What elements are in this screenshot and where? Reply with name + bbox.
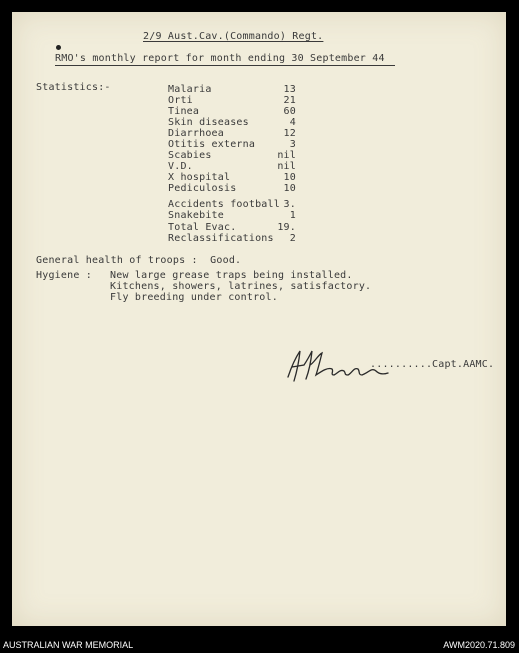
- signatory-rank: Capt.AAMC.: [432, 359, 495, 370]
- stat-value-diarrhoea: 12: [283, 128, 296, 139]
- stat-value-pediculosis: 10: [283, 183, 296, 194]
- stat-name-x-hospital: X hospital: [168, 172, 231, 183]
- stat-name-reclassifications: Reclassifications: [168, 233, 274, 244]
- stat-name-accidents-football: Accidents football: [168, 199, 280, 210]
- stat-name-skin-diseases: Skin diseases: [168, 117, 249, 128]
- report-title: RMO's monthly report for month ending 30 September 44: [55, 53, 385, 64]
- hygiene-line-3: Fly breeding under control.: [110, 292, 278, 303]
- footer-accession-number: AWM2020.71.809: [443, 640, 515, 650]
- stat-value-total-evac: 19.: [277, 222, 296, 233]
- stat-value-tinea: 60: [283, 106, 296, 117]
- stat-value-orti: 21: [283, 95, 296, 106]
- stat-name-orti: Orti: [168, 95, 193, 106]
- signature-dots: ..........: [370, 359, 433, 370]
- hygiene-line-2: Kitchens, showers, latrines, satisfactory.: [110, 281, 372, 292]
- stat-name-diarrhoea: Diarrhoea: [168, 128, 224, 139]
- stat-value-otitis-externa: 3: [289, 139, 296, 150]
- title-underline: [55, 65, 395, 66]
- general-health: General health of troops : Good.: [36, 255, 242, 266]
- ink-mark: [56, 45, 61, 50]
- stat-name-vd: V.D.: [168, 161, 193, 172]
- document-page: [12, 12, 506, 626]
- stat-value-reclassifications: 2: [289, 233, 296, 244]
- stat-name-malaria: Malaria: [168, 84, 212, 95]
- stat-name-total-evac: Total Evac.: [168, 222, 237, 233]
- hygiene-line-1: New large grease traps being installed.: [110, 270, 353, 281]
- stat-name-otitis-externa: Otitis externa: [168, 139, 256, 150]
- statistics-label: Statistics:-: [36, 82, 111, 93]
- stat-name-scabies: Scabies: [168, 150, 212, 161]
- footer-institution: AUSTRALIAN WAR MEMORIAL: [3, 640, 134, 650]
- stat-name-tinea: Tinea: [168, 106, 200, 117]
- stat-value-accidents-football: 3.: [283, 199, 296, 210]
- stat-value-x-hospital: 10: [283, 172, 296, 183]
- stat-name-snakebite: Snakebite: [168, 210, 224, 221]
- stat-value-vd: nil: [277, 161, 296, 172]
- hygiene-label: Hygiene :: [36, 270, 92, 281]
- stat-name-pediculosis: Pediculosis: [168, 183, 237, 194]
- stat-value-snakebite: 1: [289, 210, 296, 221]
- stat-value-skin-diseases: 4: [289, 117, 296, 128]
- unit-heading: 2/9 Aust.Cav.(Commando) Regt.: [143, 31, 324, 42]
- stat-value-scabies: nil: [277, 150, 296, 161]
- stat-value-malaria: 13: [283, 84, 296, 95]
